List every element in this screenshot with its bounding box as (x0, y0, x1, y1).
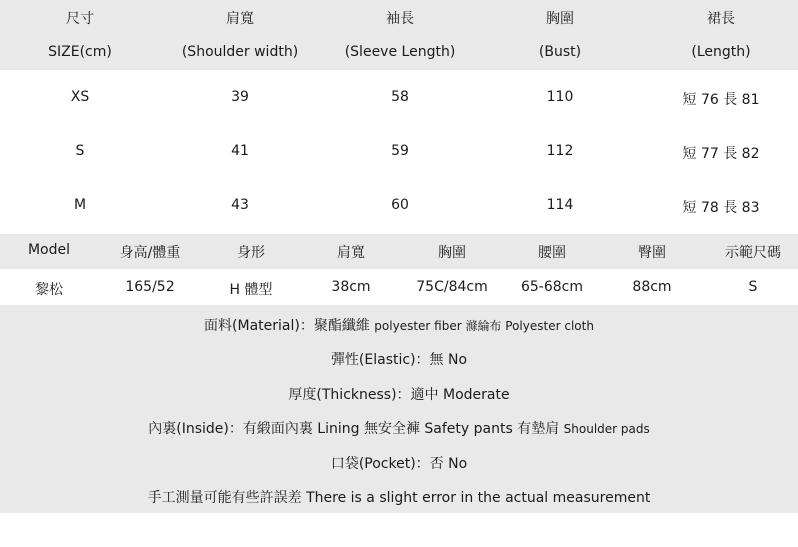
thickness-line: 厚度(Thickness)：適中 Moderate (288, 387, 510, 403)
model-header-height-weight: 身高/體重 (119, 245, 181, 261)
shoulder-cell: 39 (231, 89, 249, 105)
sleeve-cell: 60 (391, 197, 409, 213)
model-shoulder: 38cm (331, 279, 371, 295)
model-height-weight: 165/52 (125, 279, 175, 295)
model-body-shape: H 體型 (229, 282, 273, 298)
elastic-line: 彈性(Elastic)：無 No (330, 352, 468, 368)
length-cell: 短 77 長 82 (682, 146, 760, 162)
size-cell: S (75, 143, 85, 159)
size-cell: XS (70, 89, 90, 105)
model-header-shoulder: 肩寬 (337, 245, 365, 261)
model-header-waist: 腰圍 (538, 245, 566, 261)
header-size-zh: 尺寸 (66, 11, 94, 27)
bottom-spacer (0, 513, 798, 547)
shoulder-cell: 43 (231, 197, 249, 213)
header-bust-en: (Bust) (538, 44, 582, 60)
product-info (0, 305, 798, 513)
header-shoulder-en: (Shoulder width) (181, 44, 299, 60)
table-row (0, 178, 798, 232)
model-waist: 65-68cm (520, 279, 584, 295)
size-cell: M (73, 197, 87, 213)
shoulder-cell: 41 (231, 143, 249, 159)
header-bust-zh: 胸圍 (546, 11, 574, 27)
header-shoulder-zh: 肩寬 (226, 11, 254, 27)
material-text: 面料(Material)：聚酯纖維 (204, 318, 375, 334)
sleeve-cell: 58 (391, 89, 409, 105)
bust-cell: 112 (546, 143, 574, 159)
table-row (0, 124, 798, 178)
pocket-line: 口袋(Pocket)：否 No (330, 456, 468, 472)
header-size-en: SIZE(cm) (48, 44, 112, 60)
model-table-row (0, 269, 798, 305)
bust-cell: 110 (546, 89, 574, 105)
length-cell: 短 78 長 83 (682, 200, 760, 216)
model-size-worn: S (748, 279, 758, 295)
inside-line (0, 418, 798, 438)
inside-detail-text: Shoulder pads (563, 422, 650, 436)
size-table-header (0, 0, 798, 70)
material-detail-text: polyester fiber 滌綸布 Polyester cloth (374, 319, 594, 333)
table-row (0, 70, 798, 124)
model-header-size-worn: 示範尺碼 (725, 245, 781, 261)
measurement-note: 手工測量可能有些許誤差 There is a slight error in the actual measurement (147, 490, 651, 506)
header-sleeve-zh: 袖長 (386, 11, 414, 27)
inside-text: 內裏(Inside)：有緞面內裏 Lining 無安全褲 Safety pants 有墊肩 (148, 421, 564, 437)
header-sleeve-en: (Sleeve Length) (344, 44, 456, 60)
model-header-hip: 臀圍 (638, 245, 666, 261)
length-cell: 短 76 長 81 (682, 92, 760, 108)
header-length-en: (Length) (691, 44, 751, 60)
sleeve-cell: 59 (391, 143, 409, 159)
material-line (0, 315, 798, 335)
model-table-header (0, 234, 798, 269)
model-header-bust: 胸圍 (438, 245, 466, 261)
model-bust: 75C/84cm (416, 279, 488, 295)
model-hip: 88cm (632, 279, 672, 295)
model-header-model: Model (27, 242, 71, 258)
header-length-zh: 裙長 (707, 11, 735, 27)
model-name: 黎松 (35, 282, 63, 298)
size-table (0, 0, 798, 216)
model-header-body-shape: 身形 (237, 245, 265, 261)
bust-cell: 114 (546, 197, 574, 213)
